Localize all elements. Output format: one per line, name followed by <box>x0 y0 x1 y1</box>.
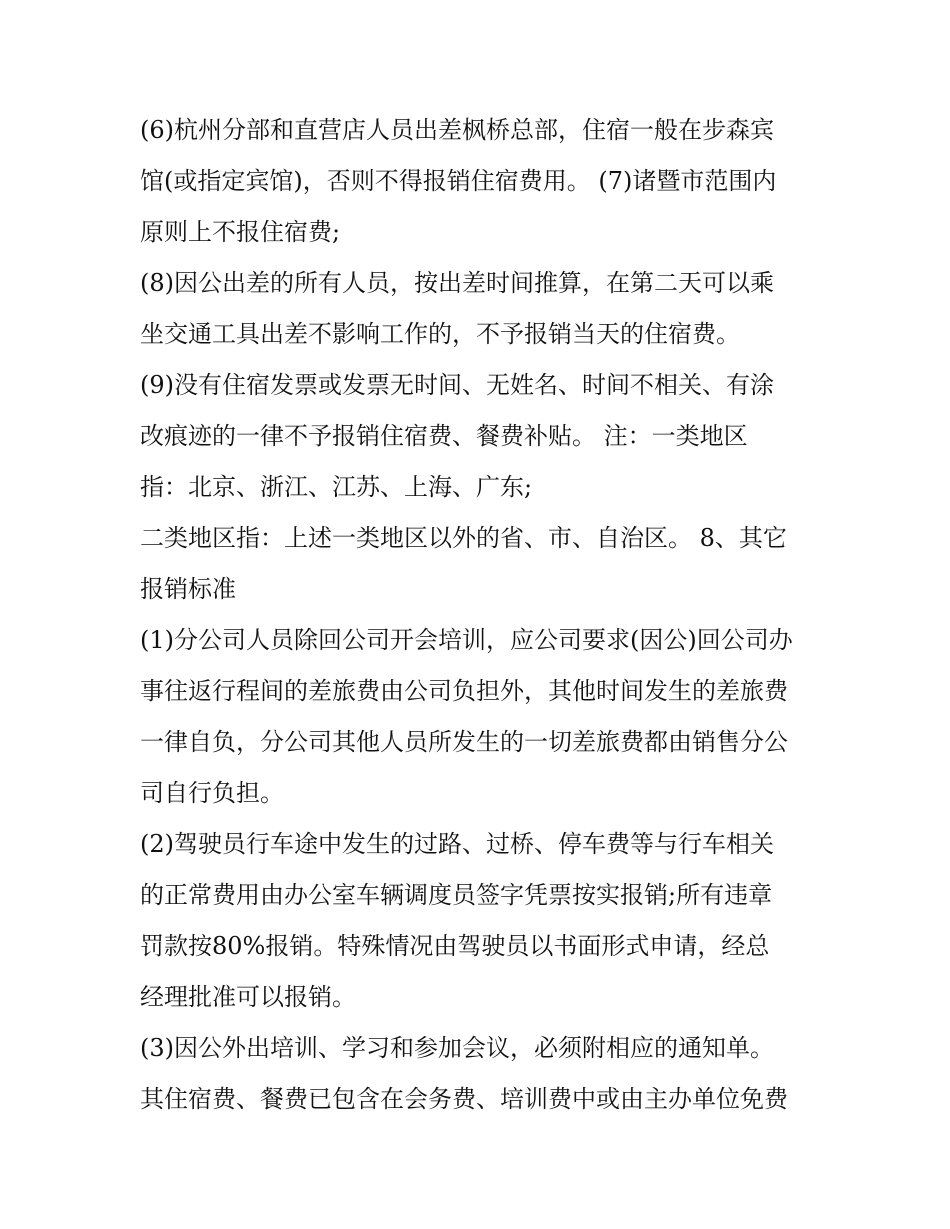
text-line: 其住宿费、餐费已包含在会务费、培训费中或由主办单位免费 <box>140 1085 788 1113</box>
text-line: 二类地区指：上述一类地区以外的省、市、自治区。 8、其它 <box>140 524 787 552</box>
text-line: 经理批准可以报销。 <box>140 983 356 1011</box>
text-line: 报销标准 <box>140 575 236 603</box>
text-line: 馆(或指定宾馆)，否则不得报销住宿费用。 (7)诸暨市范围内 <box>140 167 777 195</box>
text-line: (2)驾驶员行车途中发生的过路、过桥、停车费等与行车相关 <box>140 830 774 858</box>
text-line: 原则上不报住宿费; <box>140 218 341 246</box>
text-line: 罚款按80%报销。特殊情况由驾驶员以书面形式申请，经总 <box>140 932 770 960</box>
text-line: 司自行负担。 <box>140 779 284 807</box>
text-line: (1)分公司人员除回公司开会培训，应公司要求(因公)回公司办 <box>140 626 793 654</box>
text-line: (8)因公出差的所有人员，按出差时间推算，在第二天可以乘 <box>140 269 774 297</box>
text-line: 一律自负，分公司其他人员所发生的一切差旅费都由销售分公 <box>140 728 788 756</box>
text-line: (9)没有住宿发票或发票无时间、无姓名、时间不相关、有涂 <box>140 371 774 399</box>
text-line: 坐交通工具出差不影响工作的，不予报销当天的住宿费。 <box>140 320 740 348</box>
text-line: 指：北京、浙江、江苏、上海、广东; <box>140 473 533 501</box>
text-line: (6)杭州分部和直营店人员出差枫桥总部，住宿一般在步森宾 <box>140 116 774 144</box>
text-line: 事往返行程间的差旅费由公司负担外，其他时间发生的差旅费 <box>140 677 788 705</box>
text-line: (3)因公外出培训、学习和参加会议，必须附相应的通知单。 <box>140 1034 774 1062</box>
text-line: 改痕迹的一律不予报销住宿费、餐费补贴。 注：一类地区 <box>140 422 748 450</box>
text-line: 的正常费用由办公室车辆调度员签字凭票按实报销;所有违章 <box>140 881 773 909</box>
